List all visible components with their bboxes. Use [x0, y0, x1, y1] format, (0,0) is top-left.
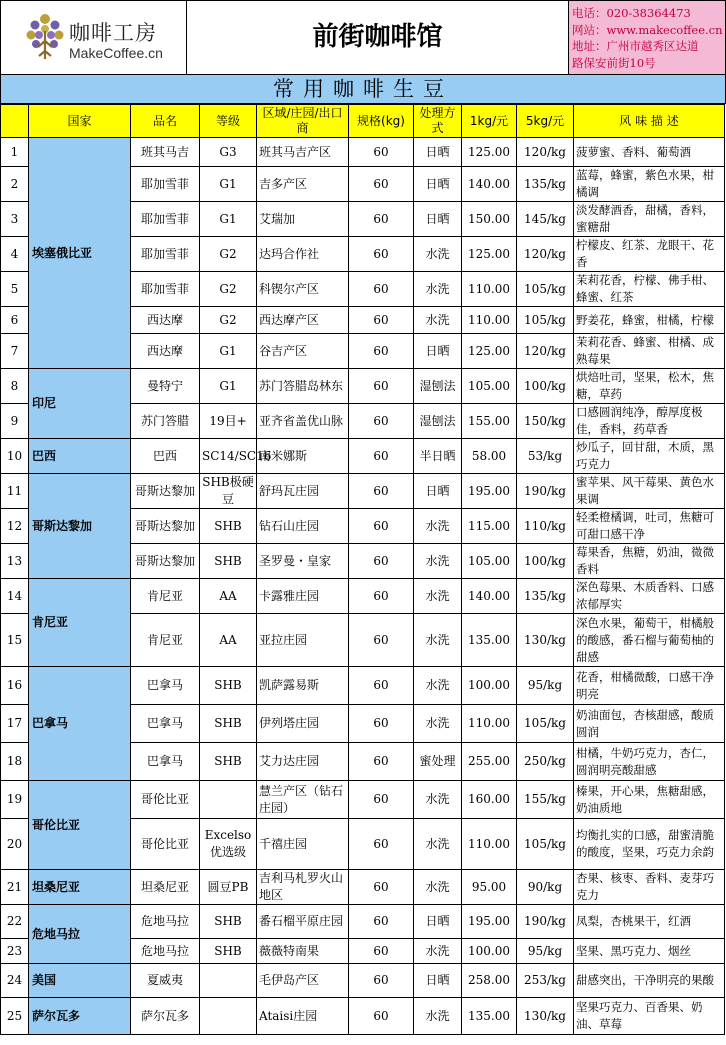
bean-process: 水洗 [414, 579, 462, 614]
flavor-description: 花香，柑橘微酸，口感干净明亮 [574, 667, 725, 705]
bean-grade: G1 [200, 202, 257, 237]
flavor-description: 榛果，开心果，焦糖甜感，奶油质地 [574, 781, 725, 819]
contact-info [569, 1, 725, 74]
price-5kg: 120/kg [517, 237, 574, 272]
bean-region: 毛伊岛产区 [257, 964, 349, 998]
bean-grade [200, 781, 257, 819]
price-1kg: 195.00 [462, 474, 517, 509]
table-row [1, 138, 725, 167]
row-number: 1 [1, 138, 29, 167]
bean-grade: AA [200, 579, 257, 614]
bean-spec: 60 [349, 404, 414, 439]
price-1kg: 135.00 [462, 998, 517, 1035]
bean-grade: G2 [200, 237, 257, 272]
bean-grade [200, 998, 257, 1035]
price-5kg: 120/kg [517, 138, 574, 167]
bean-process: 水洗 [414, 939, 462, 964]
bean-spec: 60 [349, 998, 414, 1035]
row-number: 19 [1, 781, 29, 819]
flavor-description: 深色莓果、木质香料、口感浓郁厚实 [574, 579, 725, 614]
bean-process: 水洗 [414, 667, 462, 705]
row-number: 4 [1, 237, 29, 272]
bean-process: 水洗 [414, 870, 462, 905]
price-5kg: 90/kg [517, 870, 574, 905]
price-1kg: 255.00 [462, 743, 517, 781]
country-cell: 巴西 [29, 439, 131, 474]
price-1kg: 110.00 [462, 307, 517, 334]
price-1kg: 95.00 [462, 870, 517, 905]
bean-region: 达玛合作社 [257, 237, 349, 272]
row-number: 14 [1, 579, 29, 614]
bean-name: 哥伦比亚 [131, 781, 200, 819]
bean-name: 苏门答腊 [131, 404, 200, 439]
flavor-description: 茉莉花香、蜂蜜、柑橘、成熟莓果 [574, 334, 725, 369]
table-row [1, 870, 725, 905]
bean-process: 蜜处理 [414, 743, 462, 781]
bean-spec: 60 [349, 819, 414, 870]
bean-process: 日晒 [414, 905, 462, 939]
price-5kg: 190/kg [517, 474, 574, 509]
country-cell: 萨尔瓦多 [29, 998, 131, 1035]
bean-process: 水洗 [414, 781, 462, 819]
price-5kg: 120/kg [517, 334, 574, 369]
bean-spec: 60 [349, 369, 414, 404]
price-1kg: 105.00 [462, 544, 517, 579]
flavor-description: 坚果、黑巧克力、烟丝 [574, 939, 725, 964]
bean-process: 水洗 [414, 544, 462, 579]
flavor-description: 野姜花，蜂蜜，柑橘，柠檬 [574, 307, 725, 334]
bean-name: 曼特宁 [131, 369, 200, 404]
bean-spec: 60 [349, 509, 414, 544]
bean-grade: G3 [200, 138, 257, 167]
row-number: 15 [1, 614, 29, 667]
row-number: 18 [1, 743, 29, 781]
price-1kg: 150.00 [462, 202, 517, 237]
price-1kg: 135.00 [462, 614, 517, 667]
bean-region: 苏门答腊岛林东 [257, 369, 349, 404]
bean-grade: G2 [200, 272, 257, 307]
bean-grade: G2 [200, 307, 257, 334]
row-number: 10 [1, 439, 29, 474]
price-5kg: 155/kg [517, 781, 574, 819]
row-number: 11 [1, 474, 29, 509]
country-cell: 哥伦比亚 [29, 781, 131, 870]
row-number: 25 [1, 998, 29, 1035]
bean-process: 水洗 [414, 819, 462, 870]
row-number: 13 [1, 544, 29, 579]
bean-process: 水洗 [414, 307, 462, 334]
flavor-description: 茉莉花香，柠檬、佛手柑、蜂蜜、红茶 [574, 272, 725, 307]
price-5kg: 100/kg [517, 369, 574, 404]
bean-grade: SHB [200, 509, 257, 544]
price-1kg: 110.00 [462, 272, 517, 307]
price-5kg: 100/kg [517, 544, 574, 579]
country-cell: 肯尼亚 [29, 579, 131, 667]
header-price-5kg: 5kg/元 [517, 105, 574, 138]
bean-name: 班其马吉 [131, 138, 200, 167]
bean-grade: 圆豆PB [200, 870, 257, 905]
bean-region: 谷吉产区 [257, 334, 349, 369]
section-title: 常用咖啡生豆 [0, 75, 726, 104]
bean-grade: SHB [200, 705, 257, 743]
bean-grade: G1 [200, 334, 257, 369]
bean-process: 湿刨法 [414, 369, 462, 404]
price-1kg: 125.00 [462, 138, 517, 167]
flavor-description: 甜感突出，干净明亮的果酸 [574, 964, 725, 998]
bean-grade: SHB [200, 743, 257, 781]
bean-region: 南米娜斯 [257, 439, 349, 474]
bean-region: 钻石山庄园 [257, 509, 349, 544]
table-row [1, 667, 725, 705]
bean-process: 日晒 [414, 138, 462, 167]
table-row [1, 964, 725, 998]
price-5kg: 135/kg [517, 579, 574, 614]
bean-region: 番石榴平原庄园 [257, 905, 349, 939]
bean-name: 哥斯达黎加 [131, 474, 200, 509]
bean-name: 萨尔瓦多 [131, 998, 200, 1035]
bean-grade: SHB [200, 905, 257, 939]
bean-grade: SHB [200, 544, 257, 579]
row-number: 20 [1, 819, 29, 870]
price-1kg: 160.00 [462, 781, 517, 819]
bean-name: 哥伦比亚 [131, 819, 200, 870]
bean-spec: 60 [349, 905, 414, 939]
bean-name: 坦桑尼亚 [131, 870, 200, 905]
bean-name: 夏威夷 [131, 964, 200, 998]
bean-spec: 60 [349, 474, 414, 509]
price-1kg: 140.00 [462, 579, 517, 614]
country-cell: 印尼 [29, 369, 131, 439]
bean-region: 艾瑞加 [257, 202, 349, 237]
bean-name: 哥斯达黎加 [131, 544, 200, 579]
row-number: 5 [1, 272, 29, 307]
contact-phone: 电话：020-38364473 [572, 6, 691, 20]
price-1kg: 58.00 [462, 439, 517, 474]
flavor-description: 莓果香，焦糖，奶油，微微香料 [574, 544, 725, 579]
header-spec: 规格(kg) [349, 105, 414, 138]
price-5kg: 135/kg [517, 167, 574, 202]
row-number: 6 [1, 307, 29, 334]
bean-spec: 60 [349, 781, 414, 819]
row-number: 24 [1, 964, 29, 998]
price-5kg: 130/kg [517, 614, 574, 667]
bean-region: 慧兰产区（钻石庄园） [257, 781, 349, 819]
bean-spec: 60 [349, 167, 414, 202]
bean-name: 肯尼亚 [131, 614, 200, 667]
row-number: 9 [1, 404, 29, 439]
row-number: 22 [1, 905, 29, 939]
bean-name: 耶加雪菲 [131, 202, 200, 237]
bean-grade: Excelso优选级 [200, 819, 257, 870]
bean-grade: SHB [200, 667, 257, 705]
price-5kg: 95/kg [517, 667, 574, 705]
header-process: 处理方式 [414, 105, 462, 138]
country-cell: 危地马拉 [29, 905, 131, 964]
header-flavor: 风 味 描 述 [574, 105, 725, 138]
flavor-description: 均衡扎实的口感，甜蜜清脆的酸度，坚果，巧克力余韵 [574, 819, 725, 870]
bean-name: 巴西 [131, 439, 200, 474]
bean-spec: 60 [349, 705, 414, 743]
header-grade: 等级 [200, 105, 257, 138]
bean-name: 哥斯达黎加 [131, 509, 200, 544]
bean-grade: AA [200, 614, 257, 667]
bean-name: 巴拿马 [131, 705, 200, 743]
flavor-description: 深色水果，葡萄干，柑橘般的酸感，番石榴与葡萄柚的甜感 [574, 614, 725, 667]
row-number: 16 [1, 667, 29, 705]
price-1kg: 125.00 [462, 237, 517, 272]
bean-process: 日晒 [414, 474, 462, 509]
contact-website: 网站：www.makecoffee.cn [572, 22, 723, 37]
bean-process: 日晒 [414, 964, 462, 998]
price-1kg: 125.00 [462, 334, 517, 369]
bean-name: 西达摩 [131, 334, 200, 369]
price-5kg: 253/kg [517, 964, 574, 998]
price-1kg: 195.00 [462, 905, 517, 939]
flavor-description: 口感圆润纯净，醇厚度极佳，香料，药草香 [574, 404, 725, 439]
bean-grade [200, 964, 257, 998]
country-cell: 美国 [29, 964, 131, 998]
bean-spec: 60 [349, 964, 414, 998]
price-5kg: 105/kg [517, 819, 574, 870]
header-no [1, 105, 29, 138]
bean-spec: 60 [349, 939, 414, 964]
price-5kg: 130/kg [517, 998, 574, 1035]
bean-grade: G1 [200, 369, 257, 404]
row-number: 3 [1, 202, 29, 237]
flavor-description: 炒瓜子，回甘甜，木质，黑巧克力 [574, 439, 725, 474]
bean-grade: G1 [200, 167, 257, 202]
flavor-description: 奶油面包，杏核甜感，酸质圆润 [574, 705, 725, 743]
header-name: 品名 [131, 105, 200, 138]
bean-name: 肯尼亚 [131, 579, 200, 614]
price-5kg: 95/kg [517, 939, 574, 964]
flavor-description: 蜜苹果、风干莓果、黄色水果调 [574, 474, 725, 509]
country-cell: 巴拿马 [29, 667, 131, 781]
country-cell: 哥斯达黎加 [29, 474, 131, 579]
table-row [1, 369, 725, 404]
price-1kg: 105.00 [462, 369, 517, 404]
contact-address-line1: 地址：广州市越秀区达道 [572, 39, 699, 53]
country-cell: 坦桑尼亚 [29, 870, 131, 905]
bean-region: 吉利马札罗火山地区 [257, 870, 349, 905]
price-5kg: 53/kg [517, 439, 574, 474]
flavor-description: 柑橘，牛奶巧克力，杏仁，圆润明亮酸甜感 [574, 743, 725, 781]
bean-spec: 60 [349, 743, 414, 781]
flavor-description: 菠萝蜜、香料、葡萄酒 [574, 138, 725, 167]
contact-address-line2: 路保安前街10号 [572, 55, 656, 70]
bean-process: 水洗 [414, 705, 462, 743]
flavor-description: 烘焙吐司，坚果，松木，焦糖，草药 [574, 369, 725, 404]
table-row [1, 439, 725, 474]
price-1kg: 155.00 [462, 404, 517, 439]
flavor-description: 蓝莓，蜂蜜，紫色水果，柑橘调 [574, 167, 725, 202]
table-header-row [1, 105, 725, 138]
bean-region: 吉多产区 [257, 167, 349, 202]
price-5kg: 150/kg [517, 404, 574, 439]
bean-spec: 60 [349, 272, 414, 307]
bean-spec: 60 [349, 439, 414, 474]
store-name: 前街咖啡馆 [187, 1, 569, 74]
bean-spec: 60 [349, 870, 414, 905]
bean-region: 亚拉庄园 [257, 614, 349, 667]
flavor-description: 柠檬皮、红茶、龙眼干、花香 [574, 237, 725, 272]
bean-region: 艾力达庄园 [257, 743, 349, 781]
bean-region: 西达摩产区 [257, 307, 349, 334]
table-row [1, 781, 725, 819]
table-row [1, 579, 725, 614]
bean-name: 巴拿马 [131, 667, 200, 705]
bean-grade: 19目+ [200, 404, 257, 439]
bean-process: 日晒 [414, 334, 462, 369]
price-1kg: 140.00 [462, 167, 517, 202]
bean-grade: SHB极硬豆 [200, 474, 257, 509]
bean-spec: 60 [349, 579, 414, 614]
bean-region: 科锲尔产区 [257, 272, 349, 307]
bean-region: Ataisi庄园 [257, 998, 349, 1035]
bean-region: 伊列塔庄园 [257, 705, 349, 743]
bean-process: 半日晒 [414, 439, 462, 474]
logo-english-name: MakeCoffee.cn [69, 45, 163, 61]
header-country: 国家 [29, 105, 131, 138]
price-5kg: 105/kg [517, 272, 574, 307]
logo [1, 1, 187, 74]
bean-name: 耶加雪菲 [131, 167, 200, 202]
logo-chinese-name: 咖啡工房 [69, 21, 157, 45]
price-1kg: 100.00 [462, 939, 517, 964]
price-5kg: 105/kg [517, 705, 574, 743]
row-number: 7 [1, 334, 29, 369]
bean-grade: SC14/SC16 [200, 439, 257, 474]
bean-name: 危地马拉 [131, 905, 200, 939]
bean-spec: 60 [349, 202, 414, 237]
table-row [1, 905, 725, 939]
bean-spec: 60 [349, 138, 414, 167]
flavor-description: 淡发酵酒香，甜橘，香料，蜜糖甜 [574, 202, 725, 237]
bean-name: 危地马拉 [131, 939, 200, 964]
table-row [1, 474, 725, 509]
bean-spec: 60 [349, 667, 414, 705]
bean-region: 薇薇特南果 [257, 939, 349, 964]
row-number: 17 [1, 705, 29, 743]
price-1kg: 100.00 [462, 667, 517, 705]
bean-spec: 60 [349, 614, 414, 667]
bean-process: 水洗 [414, 614, 462, 667]
flavor-description: 轻柔橙橘调，吐司，焦糖可可甜口感干净 [574, 509, 725, 544]
bean-process: 水洗 [414, 272, 462, 307]
bean-spec: 60 [349, 237, 414, 272]
bean-region: 凯萨露易斯 [257, 667, 349, 705]
flavor-description: 坚果巧克力、百香果、奶油、草莓 [574, 998, 725, 1035]
bean-process: 日晒 [414, 202, 462, 237]
row-number: 2 [1, 167, 29, 202]
price-5kg: 250/kg [517, 743, 574, 781]
row-number: 21 [1, 870, 29, 905]
row-number: 8 [1, 369, 29, 404]
flavor-description: 杏果、核枣、香料、麦芽巧克力 [574, 870, 725, 905]
price-5kg: 190/kg [517, 905, 574, 939]
bean-name: 西达摩 [131, 307, 200, 334]
price-1kg: 110.00 [462, 819, 517, 870]
price-5kg: 145/kg [517, 202, 574, 237]
bean-region: 舒玛瓦庄园 [257, 474, 349, 509]
bean-spec: 60 [349, 544, 414, 579]
bean-name: 巴拿马 [131, 743, 200, 781]
table-row [1, 998, 725, 1035]
flavor-description: 凤梨，杏桃果干，红酒 [574, 905, 725, 939]
bean-name: 耶加雪菲 [131, 272, 200, 307]
bean-process: 日晒 [414, 167, 462, 202]
country-cell: 埃塞俄比亚 [29, 138, 131, 369]
bean-spec: 60 [349, 334, 414, 369]
header [0, 0, 726, 75]
coffee-tree-icon [25, 11, 65, 63]
bean-region: 卡露雅庄园 [257, 579, 349, 614]
row-number: 12 [1, 509, 29, 544]
price-1kg: 258.00 [462, 964, 517, 998]
bean-name: 耶加雪菲 [131, 237, 200, 272]
bean-region: 千禧庄园 [257, 819, 349, 870]
bean-grade: SHB [200, 939, 257, 964]
bean-process: 水洗 [414, 509, 462, 544]
bean-price-table [0, 104, 725, 1035]
bean-region: 班其马吉产区 [257, 138, 349, 167]
table-body [1, 138, 725, 1035]
bean-process: 水洗 [414, 998, 462, 1035]
header-region: 区域/庄园/出口商 [257, 105, 349, 138]
price-1kg: 110.00 [462, 705, 517, 743]
bean-region: 亚齐省盖优山脉 [257, 404, 349, 439]
bean-process: 水洗 [414, 237, 462, 272]
bean-region: 圣罗曼・皇家 [257, 544, 349, 579]
bean-spec: 60 [349, 307, 414, 334]
price-5kg: 105/kg [517, 307, 574, 334]
header-price-1kg: 1kg/元 [462, 105, 517, 138]
price-5kg: 110/kg [517, 509, 574, 544]
bean-process: 湿刨法 [414, 404, 462, 439]
row-number: 23 [1, 939, 29, 964]
price-1kg: 115.00 [462, 509, 517, 544]
